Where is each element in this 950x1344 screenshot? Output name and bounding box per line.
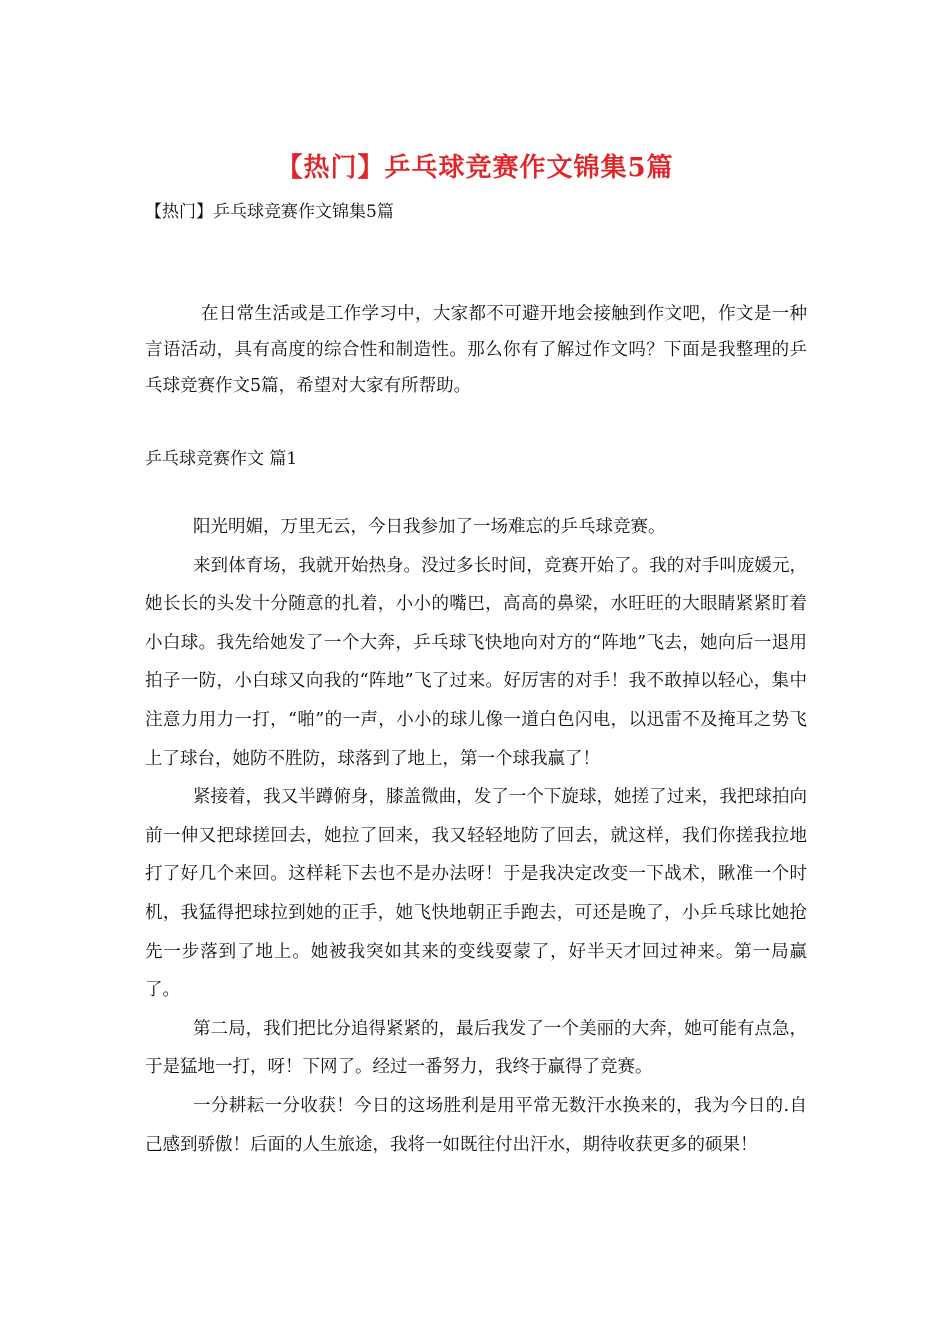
article-paragraph: 来到体育场，我就开始热身。没过多长时间，竞赛开始了。我的对手叫庞媛元，她长长的头发十分随意的扎着，小小的嘴巴，高高的鼻梁，水旺旺的大眼睛紧紧盯着小白球。我先给她发了一个大奔，乒乓球飞快地向对方的“阵地”飞去，她向后一退用拍子一防，小白球又向我的“阵地”飞了过来。好厉害的对手！我不敢掉以轻心，集中注意力用力一打，“啪”的一声，小小的球儿像一道白色闪电，以迅雷不及掩耳之势飞上了球台，她防不胜防，球落到了地上，第一个球我赢了！ xyxy=(145,555,807,769)
article-paragraph: 第二局，我们把比分追得紧紧的，最后我发了一个美丽的大奔，她可能有点急，于是猛地一打，呀！下网了。经过一番努力，我终于赢得了竞赛。 xyxy=(145,1018,807,1078)
article-body xyxy=(145,508,807,1164)
section-heading: 乒乓球竞赛作文 篇1 xyxy=(145,449,298,469)
article-paragraph: 阳光明媚，万里无云，今日我参加了一场难忘的乒乓球竞赛。 xyxy=(193,517,666,537)
document-subtitle: 【热门】乒乓球竞赛作文锦集5篇 xyxy=(145,202,394,222)
article-paragraph: 一分耕耘一分收获！今日的这场胜利是用平常无数汗水换来的，我为今日的.自己感到骄傲！后面的人生旅途，我将一如既往付出汗水，期待收获更多的硕果！ xyxy=(145,1095,807,1155)
article-paragraph: 紧接着，我又半蹲俯身，膝盖微曲，发了一个下旋球，她搓了过来，我把球拍向前一伸又把球搓回去，她拉了回来，我又轻轻地防了回去，就这样，我们你搓我拉地打了好几个来回。这样耗下去也不是办法呀！于是我决定改变一下战术，瞅准一个时机，我猛得把球拉到她的正手，她飞快地朝正手跑去，可还是晚了，小乒乓球比她抢先一步落到了地上。她被我突如其来的变线耍蒙了，好半天才回过神来。第一局赢了。 xyxy=(145,787,807,1001)
document-title: 【热门】乒乓球竞赛作文锦集5篇 xyxy=(276,153,674,183)
intro-paragraph: 在日常生活或是工作学习中，大家都不可避开地会接触到作文吧，作文是一种言语活动，具有高度的综合性和制造性。那么你有了解过作文吗？下面是我整理的乒乓球竞赛作文5篇，希望对大家有所帮助。 xyxy=(145,304,807,396)
